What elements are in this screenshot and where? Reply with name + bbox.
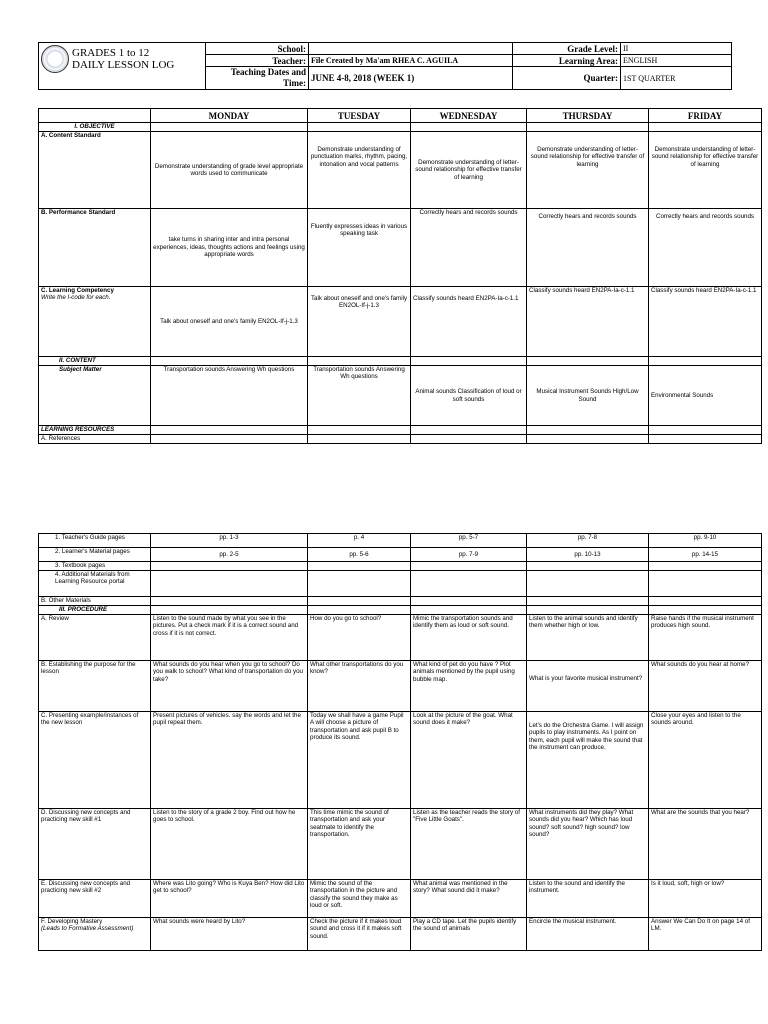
subject-matter-cell: Musical Instrument Sounds High/Low Sound [527, 366, 649, 426]
mastery-cell: Check the picture if it makes loud sound and cross it if it makes soft sound. [308, 918, 411, 951]
tg-pages-cell: p. 4 [308, 534, 411, 548]
learning-area-label: Learning Area: [513, 55, 621, 67]
corner-cell [39, 109, 151, 123]
discussing-2-cell: Listen to the sound and identify the instrument. [527, 880, 649, 918]
learning-competency-cell: Classify sounds heard EN2PA-Ia-c-1.1 [649, 287, 762, 357]
subject-matter-label: Subject Matter [39, 366, 151, 426]
content-standard-label: A. Content Standard [39, 132, 151, 209]
discussing-1-cell: This time mimic the sound of transportation and ask your seatmate to identify the transportation. [308, 809, 411, 880]
deped-seal-icon [41, 45, 69, 73]
purpose-cell: What is your favorite musical instrument? [527, 661, 649, 712]
discussing-2-cell: Is it loud, soft, high or low? [649, 880, 762, 918]
content-label: II. CONTENT [39, 357, 151, 366]
purpose-label: B. Establishing the purpose for the lesson [39, 661, 151, 712]
review-cell: Mimic the transportation sounds and identify them as loud or soft sound. [411, 615, 527, 661]
tg-pages-label: 1. Teacher's Guide pages [39, 534, 151, 548]
grade-level-label: Grade Level: [513, 43, 621, 55]
performance-standard-label: B. Performance Standard [39, 209, 151, 287]
header-table [38, 42, 732, 90]
additional-materials-label: 4. Additional Materials from Learning Resource portal [39, 571, 151, 597]
procedure-label: III. PROCEDURE [39, 606, 151, 615]
discussing-1-cell: Listen as the teacher reads the story of "Five Little Goats". [411, 809, 527, 880]
lm-pages-cell: pp. 14-15 [649, 548, 762, 562]
teaching-dates-label: Teaching Dates and Time: [206, 67, 309, 90]
presenting-cell: Today we shall have a game Pupil A will choose a picture of transportation and ask pupil B to produce its sound. [308, 712, 411, 809]
content-standard-cell: Demonstrate understanding of punctuation marks, rhythm, pacing, intonation and vocal patterns [308, 132, 411, 209]
textbook-pages-label: 3. Textbook pages [39, 562, 151, 571]
lesson-log-table-2 [38, 533, 762, 951]
lm-pages-label: 2. Learner's Material pages [39, 548, 151, 562]
discussing-1-label: D. Discussing new concepts and practicing new skill #1 [39, 809, 151, 880]
purpose-cell: What kind of pet do you have ? Plot animals mentioned by the pupil using bubble map. [411, 661, 527, 712]
quarter-label: Quarter: [513, 67, 621, 90]
lm-pages-cell: pp. 2-5 [151, 548, 308, 562]
content-standard-cell: Demonstrate understanding of letter-sound relationship for effective transfer of learning [411, 132, 527, 209]
review-cell: How do you go to school? [308, 615, 411, 661]
review-cell: Listen to the sound made by what you see in the pictures. Put a check mark if it is a correct sound and cross if it is not correct. [151, 615, 308, 661]
mastery-title: F. Developing Mastery [41, 918, 103, 925]
learning-competency-cell: Talk about oneself and one's family EN2OL-If-j-1.3 [308, 287, 411, 357]
content-standard-cell: Demonstrate understanding of grade level appropriate words used to communicate [151, 132, 308, 209]
purpose-cell: What sounds do you hear at home? [649, 661, 762, 712]
lm-pages-cell: pp. 10-13 [527, 548, 649, 562]
lm-pages-cell: pp. 7-9 [411, 548, 527, 562]
review-cell: Raise hands if the musical instrument produces high sound. [649, 615, 762, 661]
learning-competency-cell: Talk about oneself and one's family EN2OL-If-j-1.3 [151, 287, 308, 357]
learning-competency-note: Write the I-code for each. [41, 294, 111, 302]
discussing-2-cell: What animal was mentioned in the story? What sound did it make? [411, 880, 527, 918]
teacher-value: File Created by Ma'am RHEA C. AGUILA [309, 55, 513, 67]
presenting-cell: Let's do the Orchestra Game. I will assign pupils to play instruments. As I point on them, each pupil will make the sound that the instrument can produce. [527, 712, 649, 809]
discussing-1-cell: What are the sounds that you hear? [649, 809, 762, 880]
tg-pages-cell: pp. 5-7 [411, 534, 527, 548]
performance-standard-cell: take turns in sharing inter and intra personal experiences, ideas, thoughts actions and feelings using appropriate words [151, 209, 308, 287]
tg-pages-cell: pp. 7-8 [527, 534, 649, 548]
presenting-cell: Look at the picture of the goat. What sound does it make? [411, 712, 527, 809]
review-label: A. Review [39, 615, 151, 661]
day-header: TUESDAY [308, 109, 411, 123]
other-materials-label: B. Other Materials [39, 597, 151, 606]
mastery-cell: Play a CD tape. Let the pupils identify the sound of animals [411, 918, 527, 951]
mastery-label [39, 918, 151, 951]
quarter-value: 1ST QUARTER [621, 67, 732, 90]
learning-competency-cell: Classify sounds heard EN2PA-Ia-c-1.1 [411, 287, 527, 357]
performance-standard-cell: Correctly hears and records sounds [411, 209, 527, 287]
performance-standard-cell: Correctly hears and records sounds [649, 209, 762, 287]
teacher-label: Teacher: [206, 55, 309, 67]
objective-label: I. OBJECTIVE [39, 123, 151, 132]
presenting-label: C. Presenting example/instances of the new lesson [39, 712, 151, 809]
performance-standard-cell: Fluently expresses ideas in various speaking task [308, 209, 411, 287]
discussing-2-cell: Mimic the sound of the transportation in the picture and classify the sound they make as loud or soft. [308, 880, 411, 918]
mastery-note: (Leads to Formative Assessment) [41, 925, 134, 933]
tg-pages-cell: pp. 9-10 [649, 534, 762, 548]
title-line1: GRADES 1 to 12 [72, 47, 150, 59]
mastery-cell: What sounds were heard by Lito? [151, 918, 308, 951]
purpose-cell: What sounds do you hear when you go to school? Do you walk to school? What kind of transportation do you take? [151, 661, 308, 712]
purpose-cell: What other transportations do you know? [308, 661, 411, 712]
day-header: MONDAY [151, 109, 308, 123]
learning-competency-label [39, 287, 151, 357]
teaching-dates-value: JUNE 4-8, 2018 (WEEK 1) [309, 67, 513, 90]
grade-level-value: II [621, 43, 732, 55]
content-standard-cell: Demonstrate understanding of letter-sound relationship for effective transfer of learning [649, 132, 762, 209]
day-header: FRIDAY [649, 109, 762, 123]
lesson-log-table-1 [38, 108, 762, 444]
references-label: A. References [39, 435, 151, 444]
tg-pages-cell: pp. 1-3 [151, 534, 308, 548]
header-title-cell [39, 43, 206, 90]
school-label: School: [206, 43, 309, 55]
discussing-2-label: E. Discussing new concepts and practicing new skill #2 [39, 880, 151, 918]
learning-competency-title: C. Learning Competency [41, 287, 114, 294]
learning-resources-label: LEARNING RESOURCES [39, 426, 151, 435]
presenting-cell: Present pictures of vehicles. say the words and let the pupil repeat them. [151, 712, 308, 809]
day-header: THURSDAY [527, 109, 649, 123]
discussing-1-cell: Listen to the story of a grade 2 boy. Find out how he goes to school. [151, 809, 308, 880]
subject-matter-cell: Animal sounds Classification of loud or soft sounds [411, 366, 527, 426]
content-standard-cell: Demonstrate understanding of letter-sound relationship for effective transfer of learning [527, 132, 649, 209]
presenting-cell: Close your eyes and listen to the sounds around. [649, 712, 762, 809]
subject-matter-cell: Transportation sounds Answering Wh questions [151, 366, 308, 426]
subject-matter-cell: Transportation sounds Answering Wh questions [308, 366, 411, 426]
subject-matter-cell: Environmental Sounds [649, 366, 762, 426]
title-line2: DAILY LESSON LOG [72, 59, 175, 71]
mastery-cell: Encircle the musical instrument. [527, 918, 649, 951]
discussing-1-cell: What instruments did they play? What sounds did you hear? Which has loud sound? soft sound? high sound? low sound? [527, 809, 649, 880]
mastery-cell: Answer We Can Do It on page 14 of LM. [649, 918, 762, 951]
discussing-2-cell: Where was Lito going? Who is Kuya Ben? How did Lito get to school? [151, 880, 308, 918]
learning-competency-cell: Classify sounds heard EN2PA-Ia-c-1.1 [527, 287, 649, 357]
learning-area-value: ENGLISH [621, 55, 732, 67]
day-header: WEDNESDAY [411, 109, 527, 123]
school-value [309, 43, 513, 55]
performance-standard-cell: Correctly hears and records sounds [527, 209, 649, 287]
review-cell: Listen to the animal sounds and identify them whether high or low. [527, 615, 649, 661]
lm-pages-cell: pp. 5-6 [308, 548, 411, 562]
